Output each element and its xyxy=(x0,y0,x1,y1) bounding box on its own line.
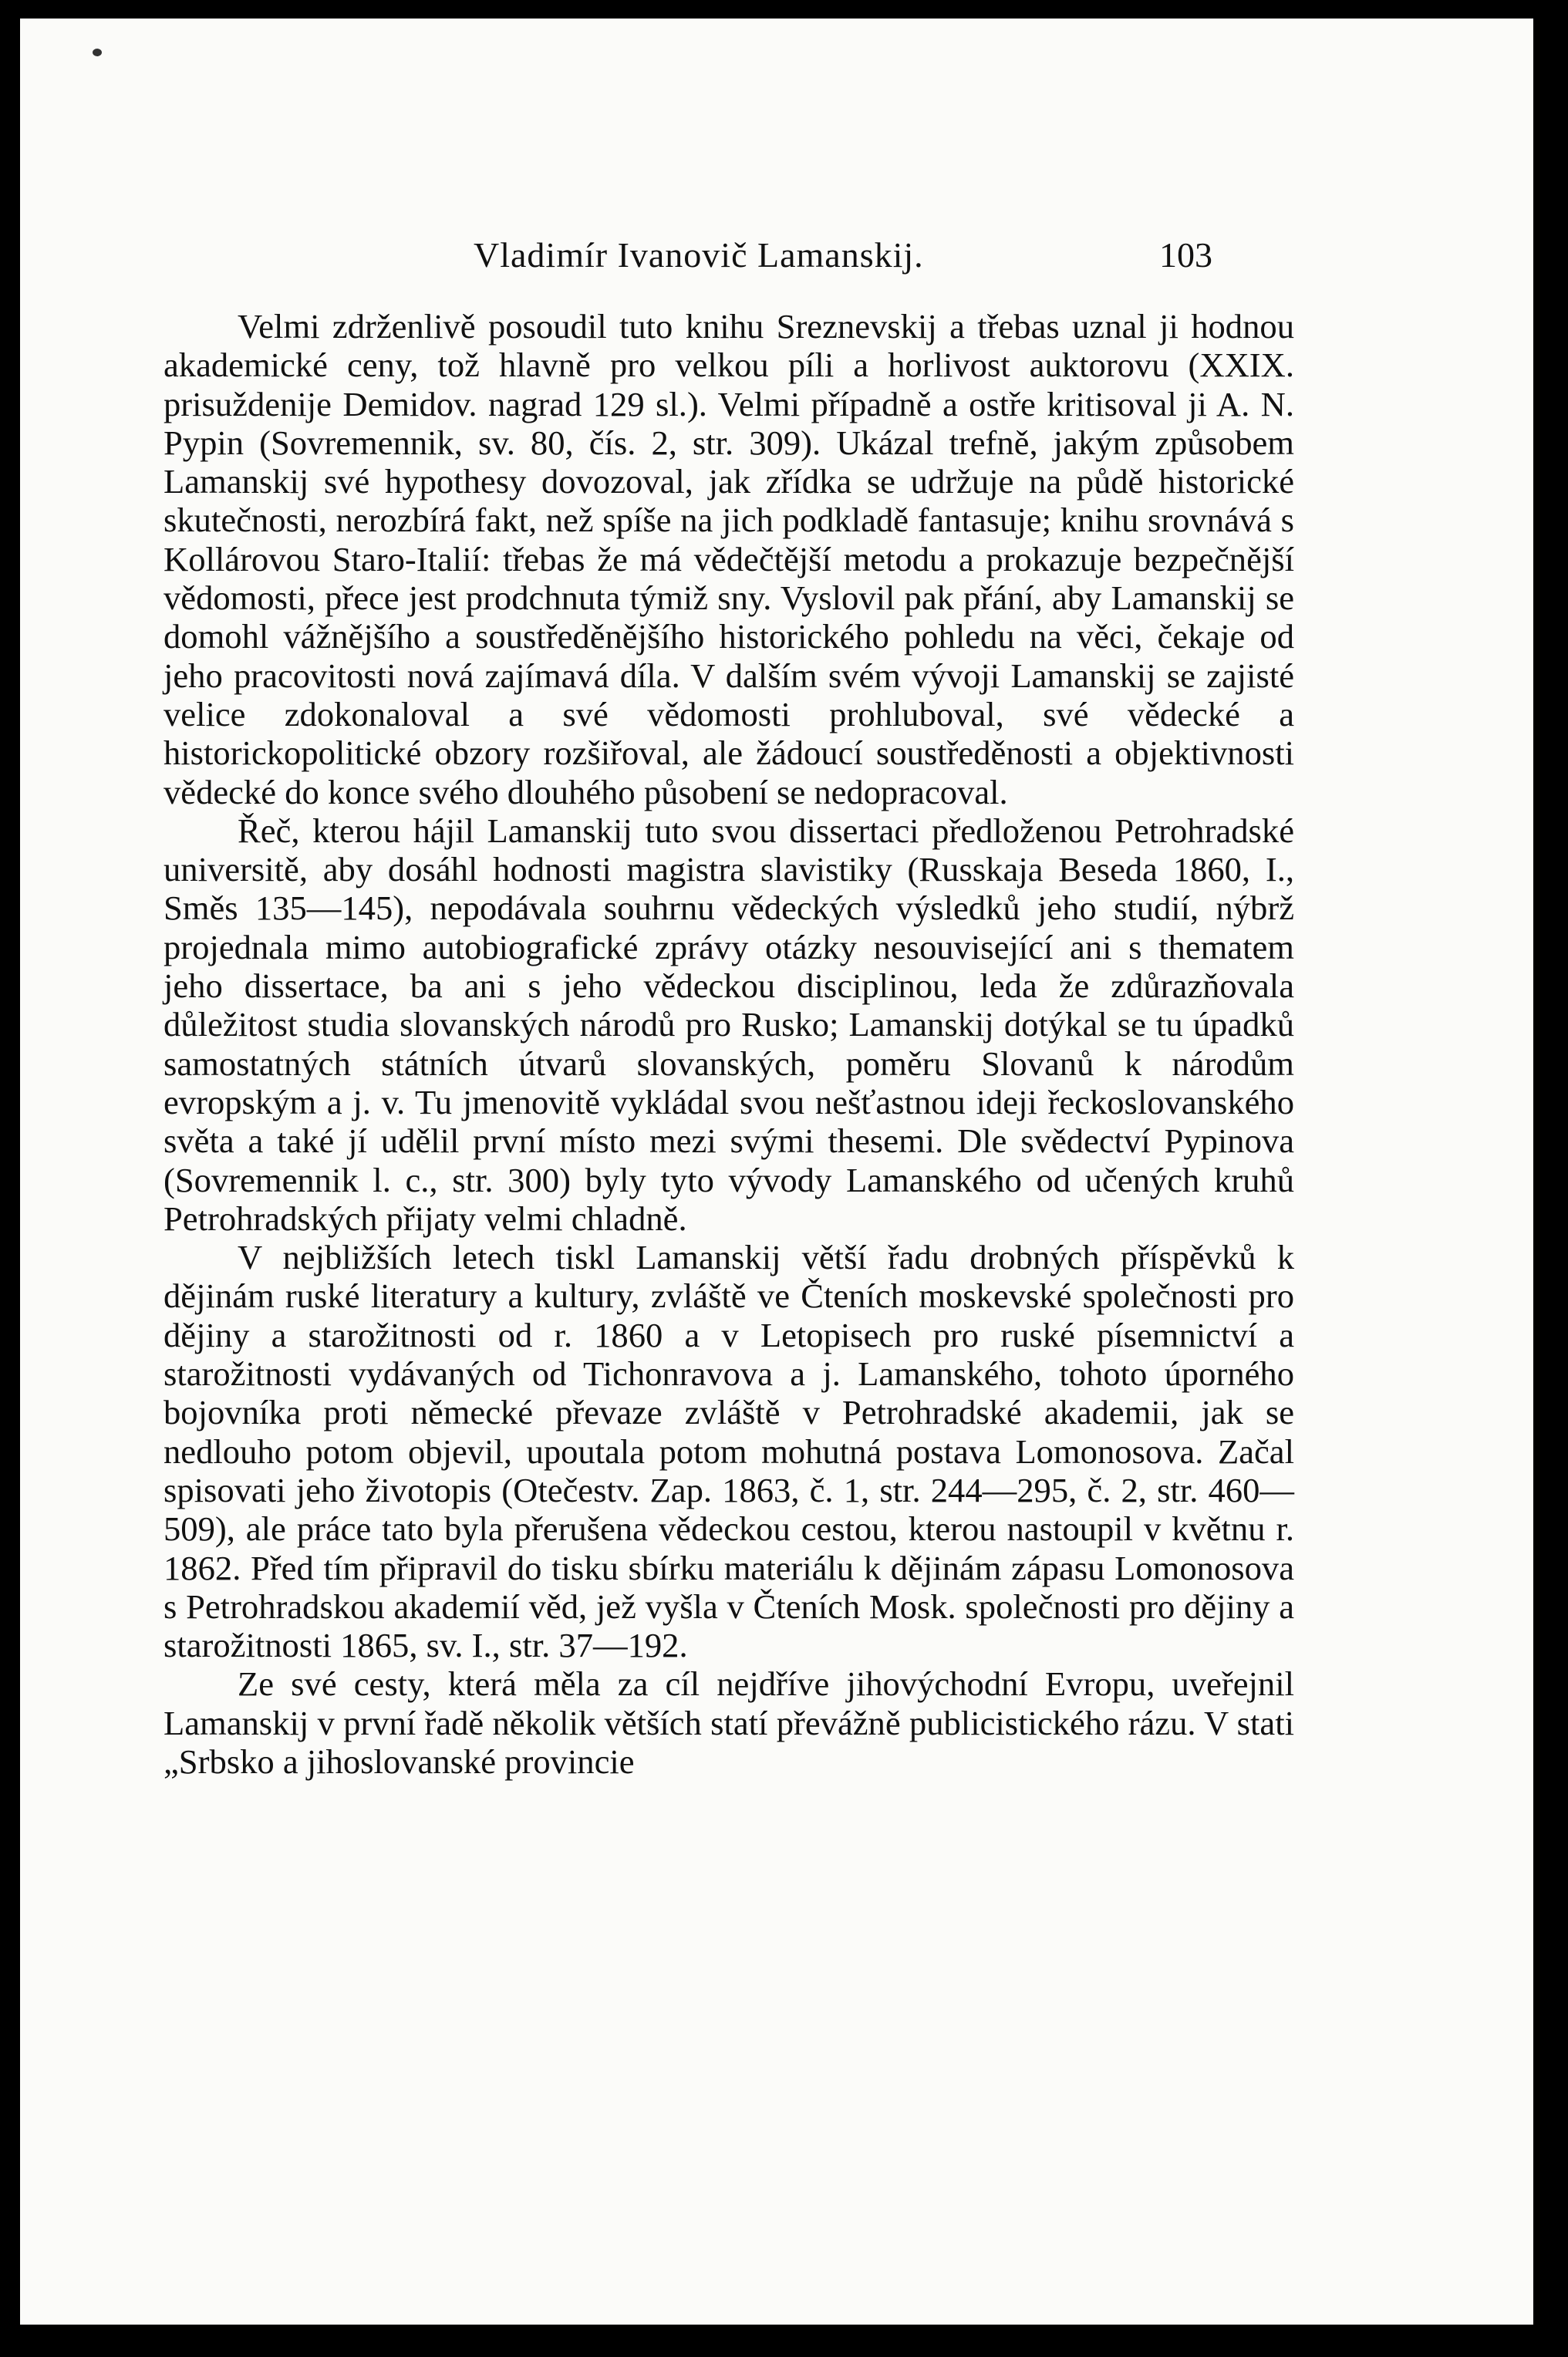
running-title: Vladimír Ivanovič Lamanskij. xyxy=(474,235,924,275)
paragraph: Velmi zdrženlivě posoudil tuto knihu Sreznevskij a třebas uznal ji hodnou akademické ceny, tož hlavně pro velkou píli a horlivost auktorovu (XXIX. prisuždenije Demidov. nagrad 129 sl.). Velmi případně a ostře kritisoval ji A. N. Pypin (Sovremennik, sv. 80, čís. 2, str. 309). Ukázal trefně, jakým způsobem Lamanskij své hypothesy dovozoval, jak zřídka se udržuje na půdě historické skutečnosti, nerozbírá fakt, než spíše na jich podkladě fantasuje; knihu srovnává s Kollárovou Staro-Italií: třebas že má vědečtější metodu a prokazuje bezpečnější vědomosti, přece jest prodchnuta týmiž sny. Vyslovil pak přání, aby Lamanskij se domohl vážnějšího a soustředěnějšího historického pohledu na věci, čekaje od jeho pracovitosti nová zajímavá díla. V dalším svém vývoji Lamanskij se zajisté velice zdokonaloval a své vědomosti prohluboval, své vědecké a historickopolitické obzory rozšiřoval, ale žádoucí soustředěnosti a objektivnosti vědecké do konce svého dlouhého působení se nedopracoval. xyxy=(164,307,1294,811)
page-number: 103 xyxy=(1159,235,1212,275)
paragraph: V nejbližších letech tiskl Lamanskij větší řadu drobných příspěvků k dějinám ruské literatury a kultury, zvláště ve Čteních moskevské společnosti pro dějiny a starožitnosti od r. 1860 a v Letopisech pro ruské písemnictví a starožitnosti vydávaných od Tichonravova a j. Lamanského, tohoto úporného bojovníka proti německé převaze zvláště v Petrohradské akademii, jak se nedlouho potom objevil, upoutala potom mohutná postava Lomonosova. Začal spisovati jeho životopis (Otečestv. Zap. 1863, č. 1, str. 244—295, č. 2, str. 460—509), ale práce tato byla přerušena vědeckou cestou, kterou nastoupil v květnu r. 1862. Před tím připravil do tisku sbírku materiálu k dějinám zápasu Lomonosova s Petrohradskou akademií věd, jež vyšla v Čteních Mosk. společnosti pro dějiny a starožitnosti 1865, sv. I., str. 37—192. xyxy=(164,1238,1294,1665)
paragraph: Ze své cesty, která měla za cíl nejdříve jihovýchodní Evropu, uveřejnil Lamanskij v první řadě několik větších statí převážně publicistického rázu. V stati „Srbsko a jihoslovanské provincie xyxy=(164,1664,1294,1781)
paragraph: Řeč, kterou hájil Lamanskij tuto svou dissertaci předloženou Petrohradské universitě, aby dosáhl hodnosti magistra slavistiky (Russkaja Beseda 1860, I., Směs 135—145), nepodávala souhrnu vědeckých výsledků jeho studií, nýbrž projednala mimo autobiografické zprávy otázky nesouvisející ani s thematem jeho dissertace, ba ani s jeho vědeckou disciplinou, leda že zdůrazňovala důležitost studia slovanských národů pro Rusko; Lamanskij dotýkal se tu úpadků samostatných státních útvarů slovanských, poměru Slovanů k národům evropským a j. v. Tu jmenovitě vykládal svou nešťastnou ideji řeckoslovanského světa a také jí udělil první místo mezi svými thesemi. Dle svědectví Pypinova (Sovremennik l. c., str. 300) byly tyto vývody Lamanského od učených kruhů Petrohradských přijaty velmi chladně. xyxy=(164,811,1294,1238)
page-header xyxy=(20,219,1533,281)
scanned-page xyxy=(20,19,1533,2325)
body-text xyxy=(164,307,1294,1781)
ink-speck xyxy=(93,49,102,56)
